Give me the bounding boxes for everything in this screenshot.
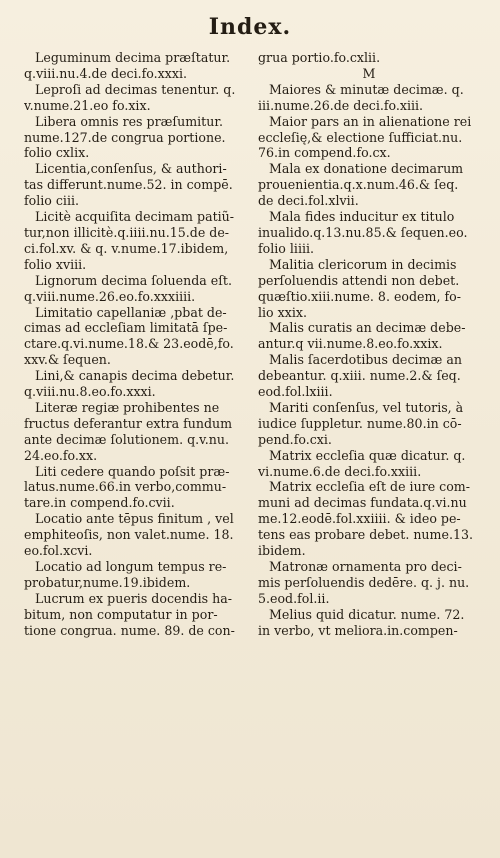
index-entry (258, 448, 480, 480)
entry-line: Malis ſacerdotibus decimæ an (269, 352, 462, 368)
entry-line: q.viii.nu.8.eo.fo.xxxi. (24, 384, 156, 400)
entry-line: Malitia clericorum in decimis (269, 256, 457, 272)
entry-line: Mala ex donatione decimarum (269, 161, 464, 177)
entry-line: Maiores & minutæ decimæ. q. (269, 81, 464, 97)
entry-line: tens eas probare debet. nume.13. (258, 527, 473, 543)
right-column (258, 50, 480, 639)
index-entry (24, 591, 246, 639)
entry-line: Matronæ ornamenta pro deci- (269, 559, 462, 574)
entry-line: tas differunt.nume.52. in compē. (24, 177, 233, 193)
entry-line: lio xxix. (258, 304, 307, 320)
entry-line: v.nume.21.eo fo.xix. (24, 97, 151, 113)
entry-line: latus.nume.66.in verbo,commu- (24, 479, 227, 495)
index-entry (24, 400, 246, 464)
index-entry (258, 82, 480, 114)
index-entry (258, 607, 480, 639)
entry-line: Limitatio capellaniæ ,pbat de- (35, 304, 227, 320)
entry-line: in verbo, vt meliora.in.compen- (258, 622, 458, 638)
entry-line: ctare.q.vi.nume.18.& 23.eodē,fo. (24, 336, 234, 352)
entry-line: Lini,& canapis decima debetur. (35, 368, 235, 384)
index-entry (258, 320, 480, 352)
entry-line: eccleſię,& electione ſufficiat.nu. (258, 129, 463, 145)
entry-line: debeantur. q.xiii. nume.2.& ſeq. (258, 368, 461, 384)
index-entry (24, 464, 246, 512)
entry-line: fructus deferantur extra fundum (24, 415, 233, 431)
entry-line: probatur,nume.19.ibidem. (24, 574, 191, 590)
index-entry (24, 305, 246, 369)
entry-line: q.viii.nume.26.eo.fo.xxxiiii. (24, 288, 196, 304)
entry-line: me.12.eodē.fol.xxiiii. & ideo pe- (258, 511, 461, 527)
entry-line: quæſtio.xiii.nume. 8. eodem, fo- (258, 288, 461, 304)
entry-line: Maior pars an in alienatione rei (269, 113, 472, 129)
entry-line: emphiteoſis, non valet.nume. 18. (24, 527, 234, 543)
entry-line: Mala fides inducitur ex titulo (269, 209, 455, 225)
entry-line: folio liiii. (258, 240, 315, 256)
index-entry (258, 161, 480, 209)
entry-line: Liti cedere quando poſsit præ- (35, 463, 230, 479)
entry-line: tare.in compend.fo.cvii. (24, 495, 175, 511)
entry-line: Melius quid dicatur. nume. 72. (269, 606, 465, 622)
entry-line: Matrix eccleſia eſt de iure com- (269, 479, 471, 495)
entry-line: nume.127.de congrua portione. (24, 129, 226, 145)
index-entry (24, 273, 246, 305)
entry-line: mis perſoluendis dedēre. q. j. nu. (258, 574, 470, 590)
entry-line: iudice ſuppletur. nume.80.in cō- (258, 415, 462, 431)
index-entry (258, 352, 480, 400)
entry-line: antur.q vii.nume.8.eo.fo.xxix. (258, 336, 443, 352)
entry-line: muni ad decimas fundata.q.vi.nu (258, 495, 467, 511)
entry-line: Malis curatis an decimæ debe- (269, 320, 466, 336)
entry-line: xxv.& ſequen. (24, 352, 111, 368)
index-entry (258, 114, 480, 162)
entry-line: perſoluendis attendi non debet. (258, 272, 460, 288)
entry-line: folio xviii. (24, 256, 87, 272)
entry-line: 24.eo.fo.xx. (24, 447, 98, 463)
entry-line: 76.in compend.fo.cx. (258, 145, 391, 161)
index-entry (258, 479, 480, 559)
entry-line: de deci.fol.xlvii. (258, 193, 359, 209)
index-entry (258, 257, 480, 321)
left-column (24, 50, 246, 639)
entry-line: eod.fol.lxiii. (258, 384, 333, 400)
index-entry (24, 50, 246, 82)
entry-line: 5.eod.fol.ii. (258, 590, 330, 606)
entry-line: iii.nume.26.de deci.fo.xiii. (258, 97, 424, 113)
entry-line: cimas ad eccleſiam limitatā ſpe- (24, 320, 228, 336)
entry-line: Matrix eccleſia quæ dicatur. q. (269, 447, 466, 463)
entry-line: Lucrum ex pueris docendis ha- (35, 590, 232, 606)
index-entry (24, 368, 246, 400)
entry-line: Mariti conſenſus, vel tutoris, à (269, 399, 464, 415)
entry-line: Locatio ante tēpus finitum , vel (35, 511, 234, 527)
index-entry (258, 559, 480, 607)
entry-line: ci.fol.xv. & q. v.nume.17.ibidem, (24, 240, 229, 256)
entry-line: Libera omnis res præſumitur. (35, 113, 223, 129)
index-entry (24, 209, 246, 273)
entry-line: Leguminum decima præſtatur. (35, 50, 231, 65)
section-letter: M (362, 65, 376, 81)
entry-line: vi.nume.6.de deci.fo.xxiii. (258, 463, 422, 479)
page-title: Index. (208, 14, 292, 40)
entry-line: tur,non illicitè.q.iiii.nu.15.de de- (24, 224, 230, 240)
entry-line: ibidem. (258, 543, 306, 559)
entry-line: Licentia,conſenſus, & authori- (35, 161, 227, 177)
index-entry (24, 82, 246, 114)
entry-line: Leproſi ad decimas tenentur. q. (35, 81, 236, 97)
continued-entry (258, 50, 480, 66)
entry-line: bitum, non computatur in por- (24, 606, 218, 622)
entry-line: tione congrua. nume. 89. de con- (24, 622, 235, 638)
entry-line: pend.fo.cxi. (258, 431, 332, 447)
entry-line: prouenientia.q.x.num.46.& ſeq. (258, 177, 459, 193)
entry-line: folio cxlix. (24, 145, 90, 161)
entry-line: ante decimæ ſolutionem. q.v.nu. (24, 431, 229, 447)
entry-line: Literæ regiæ prohibentes ne (35, 399, 220, 415)
index-entry (258, 400, 480, 448)
entry-line: eo.fol.xcvi. (24, 543, 93, 559)
index-entry (24, 161, 246, 209)
entry-line: Licitè acquiſita decimam patiũ- (35, 209, 235, 225)
entry-line: folio ciii. (24, 193, 80, 209)
index-entry (24, 511, 246, 559)
entry-line: Lignorum decima ſoluenda eſt. (35, 272, 232, 288)
right-entries (258, 82, 480, 639)
index-entry (24, 114, 246, 162)
entry-line: grua portio.fo.cxlii. (258, 50, 381, 65)
entry-line: inualido.q.13.nu.85.& ſequen.eo. (258, 224, 468, 240)
index-entry (258, 209, 480, 257)
index-entry (24, 559, 246, 591)
entry-line: Locatio ad longum tempus re- (35, 559, 227, 574)
entry-line: q.viii.nu.4.de deci.fo.xxxi. (24, 65, 187, 81)
